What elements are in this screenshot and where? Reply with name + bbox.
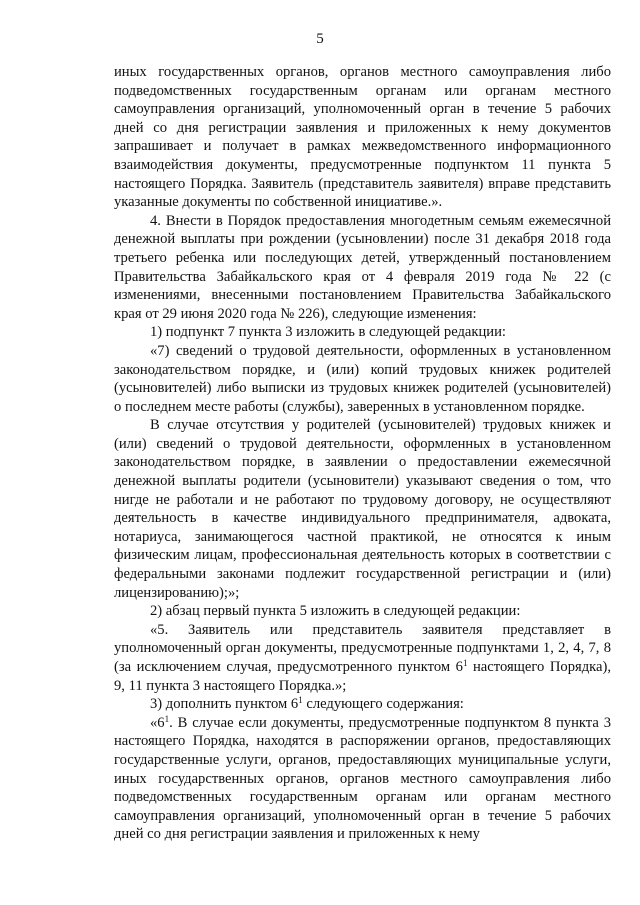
paragraph-subitem-3-text-end: следующего содержания:: [302, 696, 464, 713]
paragraph-quote-5: [114, 621, 611, 695]
paragraph-quote-5-text-end: настоящего Порядка), 9, 11 пункта 3 настоящего Порядка.»;: [114, 659, 611, 694]
page-number: 5: [316, 31, 324, 47]
paragraph-quote-5-text-start: «5. Заявитель или представитель заявителя представляет в уполномоченный орган документы, предусмотренные подпунктами 1, 2, 4, 7, 8 (за исключением случая, предусмотренного пунктом 6: [114, 621, 611, 675]
paragraph-quote-6-1: [114, 714, 611, 844]
paragraph-absence-case: В случае отсутствия у родителей (усыновителей) трудовых книжек и (или) сведений о трудовой деятельности, оформленных в установленном законодательством порядке, в заявлении о предоставлении ежемесячной денежной выплаты родители (усыновители) указывают сведения о том, что нигде не работали и не работают по трудовому договору, не осуществляют деятельность в качестве индивидуального предпринимателя, адвоката, нотариуса, занимающегося частной практикой, не относятся к иным физическим лицам, профессиональная деятельность которых в соответствии с федеральными законами подлежит государственной регистрации и (или) лицензированию);»;: [114, 417, 611, 601]
document-body: [114, 63, 611, 844]
superscript-1: 1: [298, 695, 303, 706]
paragraph-item-4: 4. Внести в Порядок предоставления многодетным семьям ежемесячной денежной выплаты при рождении (усыновлении) после 31 декабря 2018 года третьего ребенка или последующих детей, утвержденный постановлением Правительства Забайкальского края от 4 февраля 2019 года № 22 (с изменениями, внесенными постановлением Правительства Забайкальского края от 29 июня 2020 года № 226), следующие изменения:: [114, 212, 611, 322]
paragraph-subitem-2: 2) абзац первый пункта 5 изложить в следующей редакции:: [150, 603, 521, 620]
paragraph-subitem-3: [114, 695, 611, 714]
paragraph-quote-6-1-text-end: . В случае если документы, предусмотренные подпунктом 8 пункта 3 настоящего Порядка, находятся в распоряжении органов, предоставляющих государственные услуги, органов, предоставляющих муниципальные услуги, иных государственных органов, органов местного самоуправления либо подведомственных государственным органам или органам местного самоуправления организаций, уполномоченный орган в течение 5 рабочих дней со дня регистрации заявления и приложенных к нему: [114, 714, 611, 843]
paragraph-subitem-3-text-start: 3) дополнить пунктом 6: [150, 696, 299, 713]
superscript-1: 1: [462, 658, 468, 669]
paragraph-continuation: иных государственных органов, органов местного самоуправления либо подведомственных государственным органам или органам местного самоуправления организаций, уполномоченный орган в течение 5 рабочих дней со дня регистрации заявления и приложенных к нему документов запрашивает и получает в рамках межведомственного информационного взаимодействия документы, предусмотренные подпунктом 11 пункта 5 настоящего Порядка. Заявитель (представитель заявителя) вправе представить указанные документы по собственной инициативе.».: [114, 64, 611, 211]
paragraph-subitem-1: 1) подпункт 7 пункта 3 изложить в следующей редакции:: [150, 324, 506, 341]
paragraph-quote-7: «7) сведений о трудовой деятельности, оформленных в установленном законодательством порядке, и (или) копий трудовых книжек родителей (усыновителей) либо выписки из трудовых книжек родителей (усыновителей) о последнем месте работы (службы), заверенных в установленном порядке.: [114, 342, 611, 415]
superscript-1: 1: [164, 713, 170, 724]
paragraph-quote-6-1-text-start: «6: [150, 714, 165, 731]
